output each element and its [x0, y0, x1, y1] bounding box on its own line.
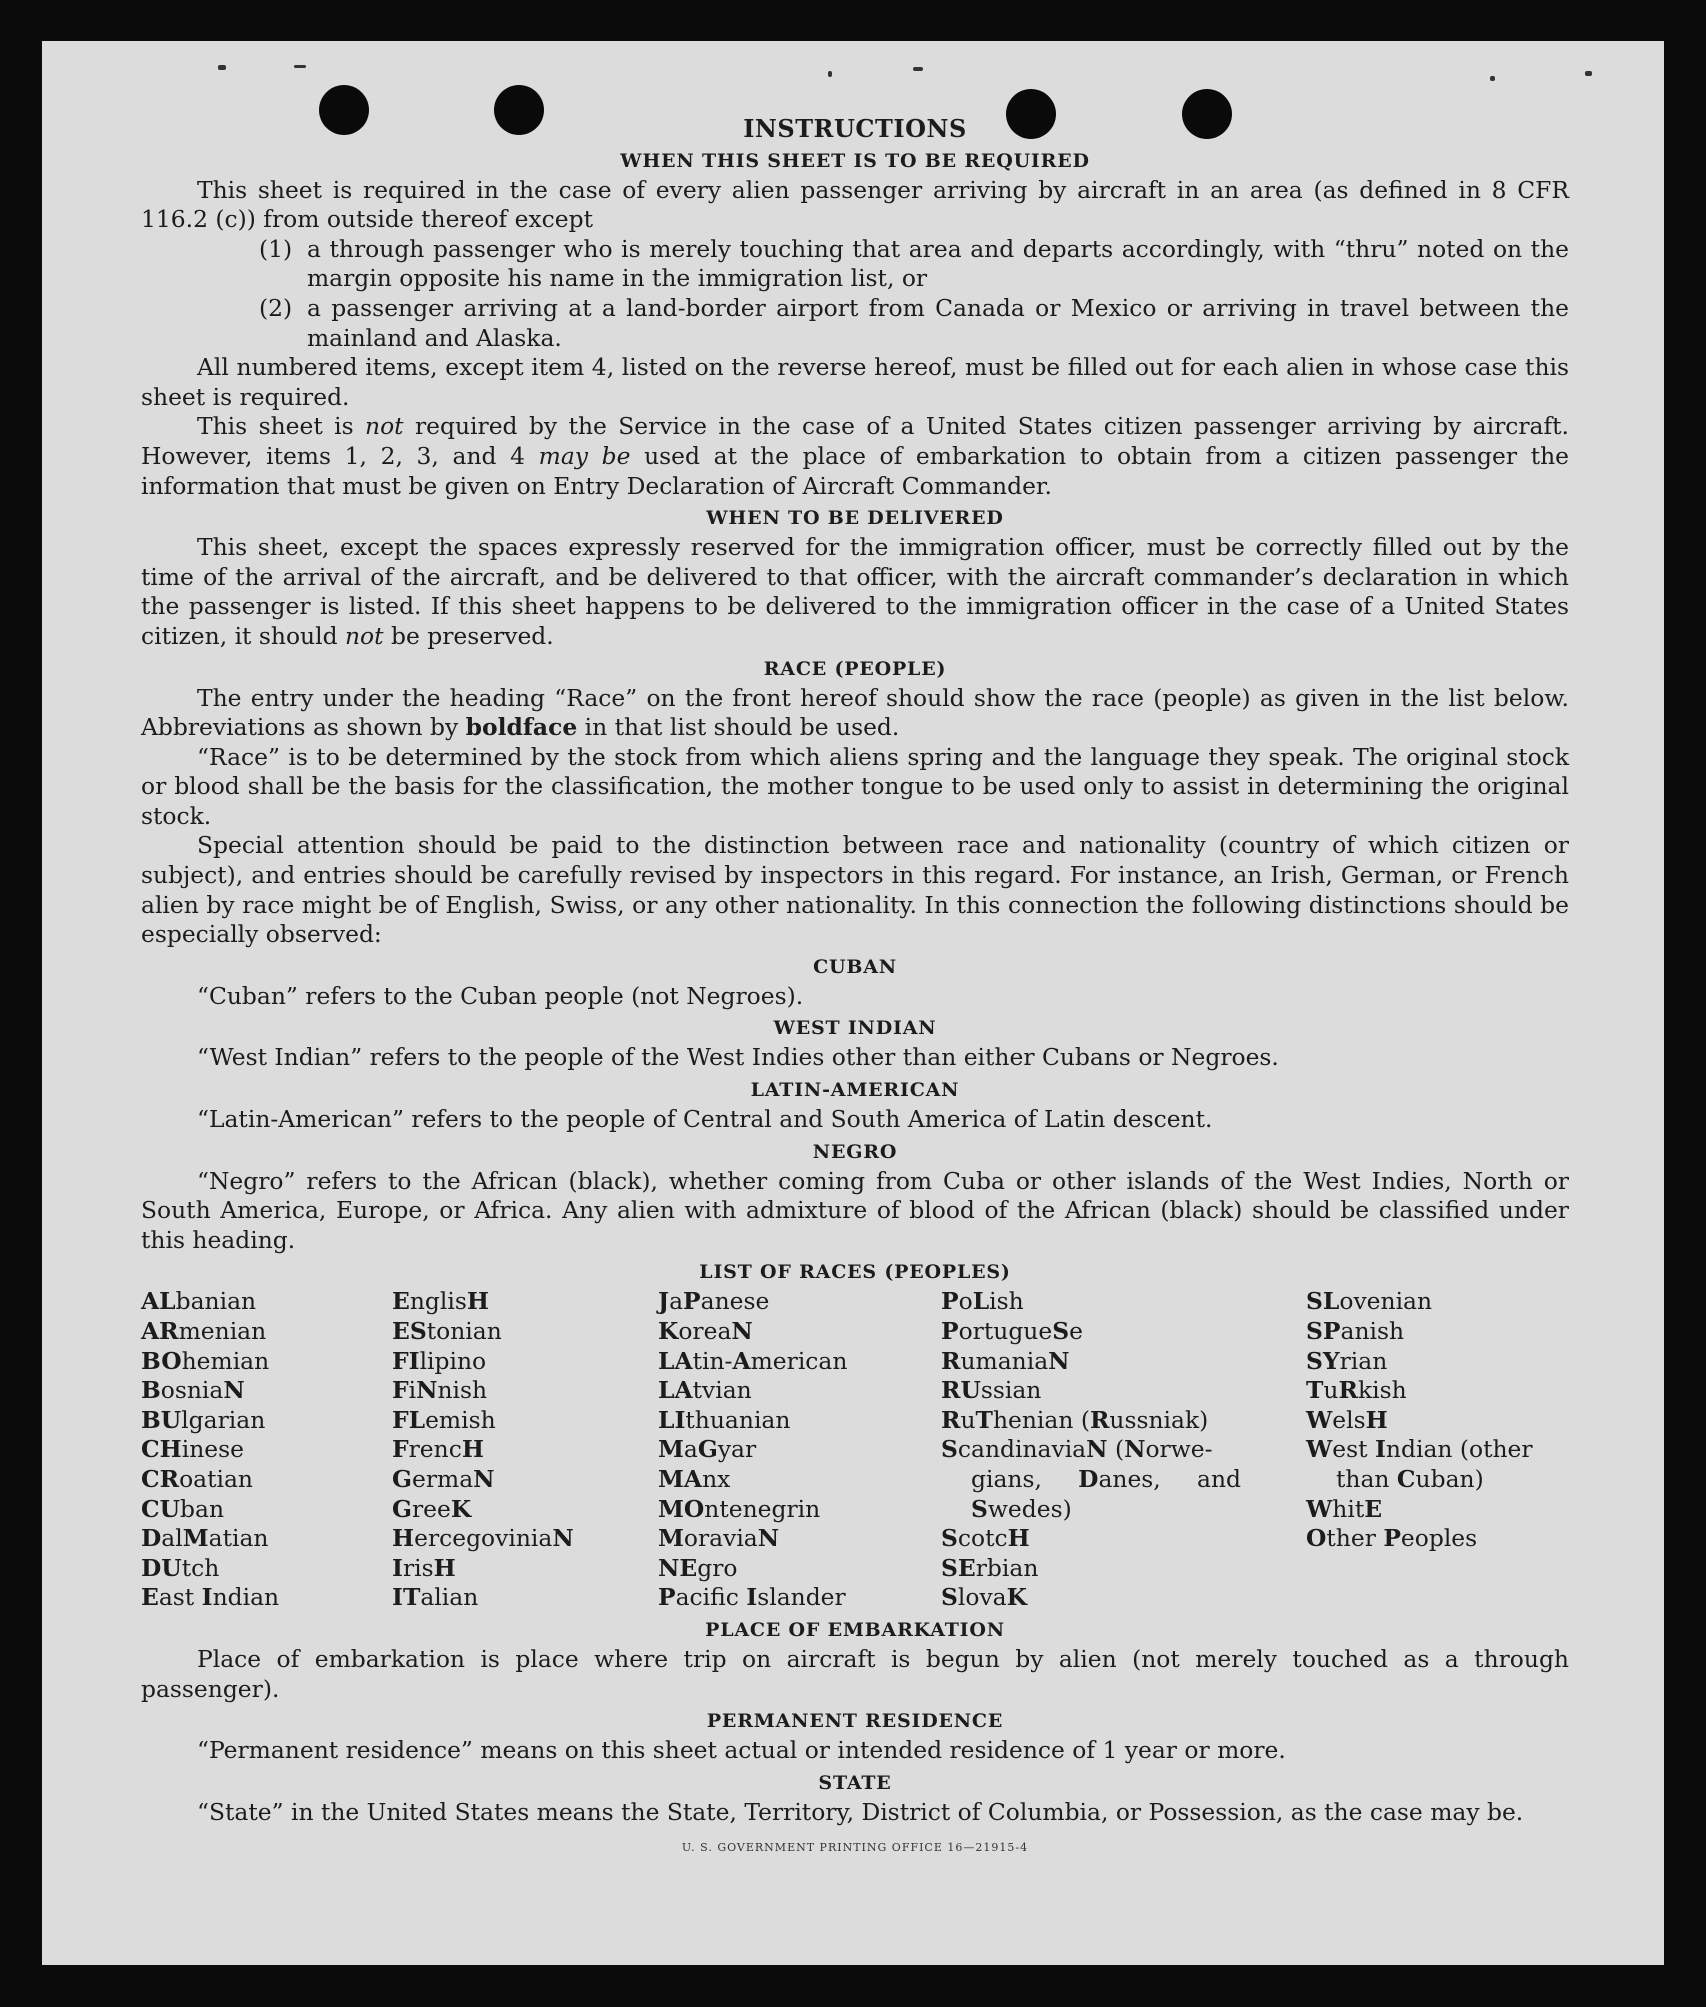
text-run: and — [1197, 1464, 1241, 1493]
paragraph: “Race” is to be determined by the stock from which aliens spring and the language they speak. The original stock or blood shall be the basis for the classification, the mother tongue to be used only to assist in determining the original stock. — [141, 742, 1569, 830]
race-item: East Indian — [141, 1583, 280, 1612]
race-item: GreeK — [392, 1494, 472, 1523]
race-item: Other Peoples — [1306, 1524, 1478, 1553]
italic-text: not — [344, 621, 384, 650]
race-item-continued — [941, 1465, 1241, 1495]
race-item: ALbanian — [141, 1287, 257, 1316]
speck — [913, 67, 923, 71]
race-item: RuThenian (Russniak) — [941, 1405, 1209, 1434]
section-heading: RACE (PEOPLE) — [763, 657, 947, 680]
paragraph: “Latin-American” refers to the people of Central and South America of Latin descent. — [197, 1105, 1213, 1134]
paragraph: “Negro” refers to the African (black), whether coming from Cuba or other islands of the West Indies, North or South America, Europe, or Africa. Any alien with admixture of blood of the African (black) should be classified under this heading. — [141, 1166, 1569, 1254]
race-item: KoreaN — [658, 1317, 753, 1345]
race-item: MOntenegrin — [658, 1494, 821, 1523]
race-item: TuRkish — [1306, 1376, 1407, 1405]
speck — [1585, 71, 1592, 76]
list-item — [259, 294, 1569, 353]
race-item: RUssian — [941, 1376, 1042, 1405]
text-run: Danes, — [1078, 1464, 1161, 1493]
text-run: This sheet is — [197, 412, 366, 441]
paragraph: “State” in the United States means the State, Territory, District of Columbia, or Possession, as the case may be. — [197, 1797, 1524, 1826]
race-item: RumaniaN — [941, 1346, 1070, 1375]
race-column — [658, 1287, 941, 1613]
speck — [1490, 76, 1495, 81]
document-page — [42, 41, 1664, 1965]
text-run: used at the place of embarkation to obtain from a citizen passenger the information that must be given on Entry Declaration of Aircraft Commander. — [141, 441, 1569, 500]
text-run: gians, — [971, 1464, 1042, 1493]
section-heading: LIST OF RACES (PEOPLES) — [699, 1261, 1011, 1284]
race-column — [1306, 1287, 1569, 1613]
race-item: SLovenian — [1306, 1287, 1433, 1316]
race-item: FiNnish — [392, 1376, 488, 1405]
race-item: GermaN — [392, 1464, 495, 1493]
list-item — [259, 235, 1569, 294]
race-item: SlovaK — [941, 1583, 1027, 1612]
race-item: BosniaN — [141, 1376, 245, 1405]
paragraph: This sheet is required in the case of every alien passenger arriving by aircraft in an area (as defined in 8 CFR 116.2 (c)) from outside thereof except — [141, 175, 1569, 234]
race-item-continued: Swedes) — [971, 1494, 1072, 1523]
race-item: HercegoviniaN — [392, 1524, 574, 1553]
race-column-spacer — [1241, 1287, 1306, 1613]
race-list — [141, 1287, 1569, 1613]
race-item: BUlgarian — [141, 1405, 266, 1434]
item-number: (1) — [259, 234, 293, 263]
race-item: CRoatian — [141, 1464, 253, 1493]
race-item: MoraviaN — [658, 1524, 780, 1553]
race-item: ITalian — [392, 1583, 479, 1612]
race-item: IrisH — [392, 1553, 456, 1582]
race-item: CUban — [141, 1494, 225, 1523]
race-item: WhitE — [1306, 1494, 1383, 1523]
section-heading: PERMANENT RESIDENCE — [706, 1710, 1004, 1733]
race-item: EnglisH — [392, 1287, 489, 1316]
paragraph — [141, 412, 1569, 501]
italic-text: may be — [538, 441, 631, 470]
race-item: ScotcH — [941, 1524, 1030, 1553]
race-item: LIthuanian — [658, 1405, 791, 1434]
race-item: NEgro — [658, 1553, 738, 1582]
section-heading: WEST INDIAN — [773, 1017, 937, 1040]
race-item: LAtvian — [658, 1376, 752, 1405]
section-heading: LATIN-AMERICAN — [750, 1079, 960, 1102]
paragraph: All numbered items, except item 4, listed on the reverse hereof, must be filled out for each alien in whose case this sheet is required. — [141, 353, 1569, 411]
race-column — [392, 1287, 658, 1613]
paragraph — [141, 684, 1569, 743]
section-heading: STATE — [818, 1771, 892, 1794]
section-heading: CUBAN — [813, 955, 897, 978]
race-column — [141, 1287, 392, 1613]
race-item: Pacific Islander — [658, 1583, 846, 1612]
race-item: SErbian — [941, 1553, 1039, 1582]
text-run: The entry under the heading “Race” on the front hereof should show the race (people) as given in the list below. Abbreviations as shown by — [141, 683, 1569, 742]
item-text: a through passenger who is merely touching that area and departs accordingly, with “thru” noted on the margin opposite his name in the immigration list, or — [307, 234, 1569, 293]
text-run: This sheet, except the spaces expressly reserved for the immigration officer, must be correctly filled out by the time of the arrival of the aircraft, and be delivered to that officer, with the aircraft commander’s declaration in which the passenger is listed. If this sheet happens to be delivered to the immigration officer in the case of a United States citizen, it should — [141, 533, 1569, 650]
race-item: FLemish — [392, 1405, 496, 1434]
bold-text: boldface — [465, 713, 578, 742]
text-run: be preserved. — [383, 621, 554, 650]
paragraph: “Cuban” refers to the Cuban people (not Negroes). — [197, 981, 804, 1010]
paragraph: “Permanent residence” means on this sheet actual or intended residence of 1 year or more. — [197, 1736, 1286, 1765]
race-item: DalMatian — [141, 1524, 269, 1553]
paragraph — [141, 533, 1569, 651]
instructions-content — [141, 114, 1569, 1863]
text-run: required by the Service in the case of a United States citizen passenger arriving by aircraft. However, items 1, 2, 3, and 4 — [141, 412, 1569, 470]
italic-text: not — [365, 412, 404, 441]
page-title: INSTRUCTIONS — [743, 114, 967, 143]
section-heading: WHEN TO BE DELIVERED — [706, 507, 1004, 530]
race-item: West Indian (other — [1306, 1435, 1533, 1464]
section-heading: PLACE OF EMBARKATION — [705, 1618, 1005, 1641]
race-item: PortugueSe — [941, 1317, 1083, 1345]
speck — [294, 65, 306, 68]
race-item: ARmenian — [141, 1317, 267, 1345]
item-number: (2) — [259, 293, 293, 322]
race-item: MaGyar — [658, 1435, 757, 1464]
race-item: SYrian — [1306, 1346, 1388, 1375]
section-heading: WHEN THIS SHEET IS TO BE REQUIRED — [620, 149, 1090, 172]
race-item-continued: than Cuban) — [1336, 1464, 1484, 1493]
race-item: DUtch — [141, 1553, 220, 1582]
speck — [218, 65, 226, 70]
text-run: in that list should be used. — [577, 713, 900, 742]
paragraph: Special attention should be paid to the distinction between race and nationality (country of which citizen or subject), and entries should be carefully revised by inspectors in this regard. For instance, an Irish, German, or French alien by race might be of English, Swiss, or any other nationality. In this connection the following distinctions should be especially observed: — [141, 831, 1569, 949]
speck — [828, 71, 832, 77]
race-item: EStonian — [392, 1317, 502, 1345]
printer-imprint: U. S. GOVERNMENT PRINTING OFFICE 16—21915-4 — [681, 1841, 1029, 1855]
race-item: JaPanese — [658, 1287, 770, 1316]
race-item: BOhemian — [141, 1346, 270, 1375]
paragraph: Place of embarkation is place where trip on aircraft is begun by alien (not merely touched as a through passenger). — [141, 1644, 1569, 1703]
item-text: a passenger arriving at a land-border airport from Canada or Mexico or arriving in travel between the mainland and Alaska. — [307, 293, 1569, 352]
race-item: WelsH — [1306, 1405, 1388, 1434]
race-item: FIlipino — [392, 1346, 487, 1375]
section-heading: NEGRO — [812, 1140, 898, 1163]
race-item: CHinese — [141, 1435, 244, 1464]
paragraph: “West Indian” refers to the people of the West Indies other than either Cubans or Negroes. — [197, 1043, 1279, 1072]
race-item: FrencH — [392, 1435, 484, 1464]
race-item: SPanish — [1306, 1317, 1405, 1345]
race-item: PoLish — [941, 1287, 1024, 1316]
race-column — [941, 1287, 1241, 1613]
race-item: ScandinaviaN (Norwe- — [941, 1435, 1213, 1464]
race-item: LAtin-American — [658, 1346, 848, 1375]
race-item: MAnx — [658, 1464, 731, 1493]
